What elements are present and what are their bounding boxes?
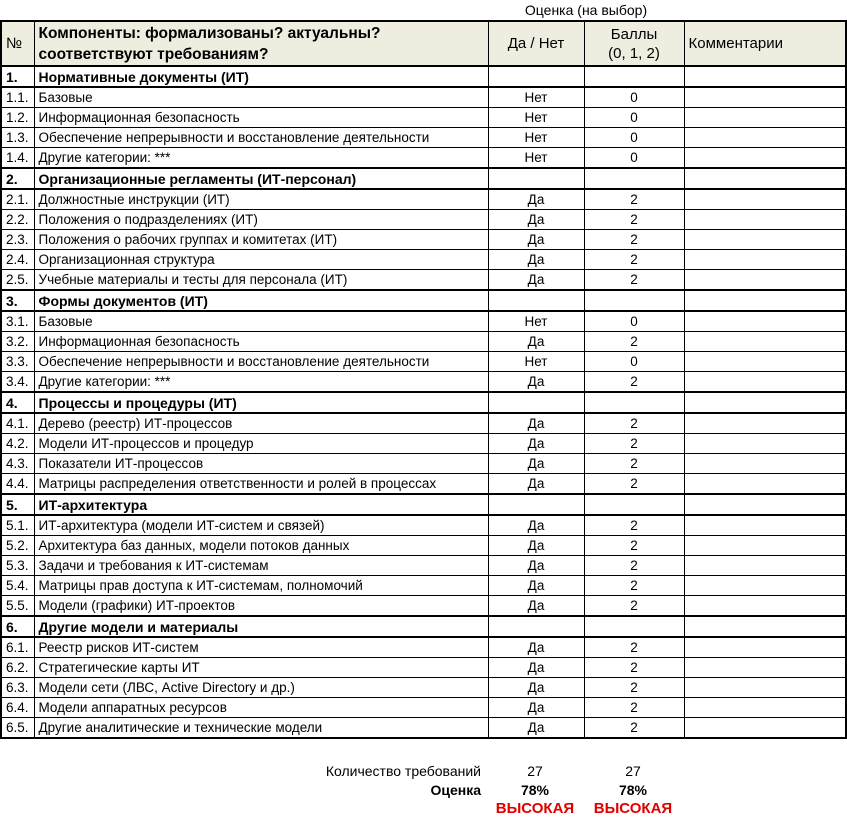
item-row: [1, 454, 846, 474]
col-header-component-text: Компоненты: формализованы? актуальны? соответствуют требованиям?: [38, 24, 381, 63]
item-number-cell: 5.5.: [1, 596, 34, 617]
item-points-cell[interactable]: 2: [584, 434, 684, 454]
item-yesno-cell[interactable]: Да: [488, 189, 584, 210]
item-number-cell: 4.2.: [1, 434, 34, 454]
item-number-cell: 6.5.: [1, 718, 34, 739]
item-label-cell: Другие категории: ***: [34, 148, 488, 169]
col-header-points-line2: (0, 1, 2): [608, 44, 660, 62]
item-row: [1, 596, 846, 617]
item-label-cell: ИТ-архитектура (модели ИТ-систем и связей): [34, 515, 488, 536]
section-number-cell: 2.: [1, 168, 34, 189]
item-comment-cell[interactable]: [684, 332, 846, 352]
item-yesno-cell[interactable]: Да: [488, 678, 584, 698]
score-row: [0, 780, 847, 799]
item-yesno-cell[interactable]: Да: [488, 434, 584, 454]
item-yesno-cell[interactable]: Да: [488, 536, 584, 556]
section-yesno-cell[interactable]: [488, 392, 584, 413]
item-yesno-cell[interactable]: Нет: [488, 87, 584, 108]
empty-cell: [34, 0, 488, 21]
item-number-cell: 6.3.: [1, 678, 34, 698]
item-label-cell: Реестр рисков ИТ-систем: [34, 637, 488, 658]
item-row: [1, 718, 846, 739]
item-comment-cell[interactable]: [684, 718, 846, 739]
item-label-cell: Обеспечение непрерывности и восстановление деятельности: [34, 352, 488, 372]
item-row: [1, 210, 846, 230]
section-points-cell[interactable]: [584, 392, 684, 413]
item-points-cell[interactable]: 2: [584, 596, 684, 617]
item-points-cell[interactable]: 2: [584, 698, 684, 718]
item-number-cell: 5.4.: [1, 576, 34, 596]
item-label-cell: Задачи и требования к ИТ-системам: [34, 556, 488, 576]
item-points-cell[interactable]: 2: [584, 332, 684, 352]
item-yesno-cell[interactable]: Да: [488, 474, 584, 495]
section-points-cell[interactable]: [584, 290, 684, 311]
section-title-cell: Организационные регламенты (ИТ-персонал): [34, 168, 488, 189]
item-label-cell: Информационная безопасность: [34, 332, 488, 352]
item-row: [1, 474, 846, 495]
score-points: 78%: [618, 781, 648, 798]
item-comment-cell[interactable]: [684, 596, 846, 617]
section-number-cell: 5.: [1, 494, 34, 515]
item-number-cell: 6.4.: [1, 698, 34, 718]
item-row: [1, 678, 846, 698]
section-comment-cell[interactable]: [684, 168, 846, 189]
item-row: [1, 189, 846, 210]
assessment-table-body: [1, 66, 846, 738]
item-number-cell: 6.2.: [1, 658, 34, 678]
item-row: [1, 332, 846, 352]
item-comment-cell[interactable]: [684, 352, 846, 372]
item-number-cell: 3.1.: [1, 311, 34, 332]
section-yesno-cell[interactable]: [488, 616, 584, 637]
item-row: [1, 230, 846, 250]
section-row: [1, 168, 846, 189]
item-label-cell: Положения о рабочих группах и комитетах (ИТ): [34, 230, 488, 250]
item-label-cell: Архитектура баз данных, модели потоков данных: [34, 536, 488, 556]
item-label-cell: Модели сети (ЛВС, Active Directory и др.): [34, 678, 488, 698]
item-row: [1, 352, 846, 372]
item-yesno-cell[interactable]: Да: [488, 230, 584, 250]
section-points-cell[interactable]: [584, 494, 684, 515]
section-number-cell: 6.: [1, 616, 34, 637]
item-number-cell: 2.5.: [1, 270, 34, 291]
item-label-cell: Модели ИТ-процессов и процедур: [34, 434, 488, 454]
item-label-cell: Базовые: [34, 87, 488, 108]
col-header-component: [34, 21, 488, 66]
item-comment-cell[interactable]: [684, 270, 846, 291]
item-row: [1, 658, 846, 678]
item-yesno-cell[interactable]: Да: [488, 576, 584, 596]
item-comment-cell[interactable]: [684, 658, 846, 678]
item-yesno-cell[interactable]: Нет: [488, 128, 584, 148]
section-row: [1, 392, 846, 413]
item-label-cell: Стратегические карты ИТ: [34, 658, 488, 678]
item-row: [1, 556, 846, 576]
section-comment-cell[interactable]: [684, 616, 846, 637]
item-points-cell[interactable]: 0: [584, 108, 684, 128]
score-group-row: [1, 0, 846, 21]
item-comment-cell[interactable]: [684, 556, 846, 576]
empty-corner-cell: [1, 0, 34, 21]
item-row: [1, 270, 846, 291]
item-yesno-cell[interactable]: Да: [488, 515, 584, 536]
item-yesno-cell[interactable]: Да: [488, 596, 584, 617]
item-label-cell: Базовые: [34, 311, 488, 332]
item-number-cell: 1.3.: [1, 128, 34, 148]
item-points-cell[interactable]: 2: [584, 189, 684, 210]
section-number-cell: 4.: [1, 392, 34, 413]
section-row: [1, 290, 846, 311]
item-comment-cell[interactable]: [684, 108, 846, 128]
item-points-cell[interactable]: 2: [584, 474, 684, 495]
item-comment-cell[interactable]: [684, 87, 846, 108]
item-number-cell: 2.2.: [1, 210, 34, 230]
item-comment-cell[interactable]: [684, 413, 846, 434]
item-yesno-cell[interactable]: Да: [488, 210, 584, 230]
score-group-header: Оценка (на выбор): [488, 0, 684, 21]
item-comment-cell[interactable]: [684, 637, 846, 658]
item-points-cell[interactable]: 2: [584, 637, 684, 658]
rating-points: ВЫСОКАЯ: [593, 800, 673, 817]
item-label-cell: Информационная безопасность: [34, 108, 488, 128]
item-points-cell[interactable]: 0: [584, 128, 684, 148]
item-yesno-cell[interactable]: Да: [488, 637, 584, 658]
item-label-cell: Матрицы распределения ответственности и ролей в процессах: [34, 474, 488, 495]
item-label-cell: Дерево (реестр) ИТ-процессов: [34, 413, 488, 434]
item-points-cell[interactable]: 2: [584, 270, 684, 291]
rating-yesno: ВЫСОКАЯ: [495, 800, 575, 817]
item-row: [1, 87, 846, 108]
section-title-cell: ИТ-архитектура: [34, 494, 488, 515]
item-row: [1, 311, 846, 332]
section-row: [1, 494, 846, 515]
section-points-cell[interactable]: [584, 616, 684, 637]
section-title-cell: Формы документов (ИТ): [34, 290, 488, 311]
item-points-cell[interactable]: 2: [584, 230, 684, 250]
item-number-cell: 2.4.: [1, 250, 34, 270]
item-number-cell: 6.1.: [1, 637, 34, 658]
item-number-cell: 1.2.: [1, 108, 34, 128]
item-comment-cell[interactable]: [684, 148, 846, 169]
item-yesno-cell[interactable]: Да: [488, 454, 584, 474]
section-yesno-cell[interactable]: [488, 66, 584, 87]
item-yesno-cell[interactable]: Да: [488, 718, 584, 739]
item-number-cell: 5.3.: [1, 556, 34, 576]
item-row: [1, 128, 846, 148]
item-points-cell[interactable]: 0: [584, 87, 684, 108]
item-row: [1, 434, 846, 454]
item-yesno-cell[interactable]: Да: [488, 556, 584, 576]
item-yesno-cell[interactable]: Нет: [488, 311, 584, 332]
item-row: [1, 148, 846, 169]
item-number-cell: 1.1.: [1, 87, 34, 108]
item-yesno-cell[interactable]: Нет: [488, 108, 584, 128]
item-number-cell: 5.1.: [1, 515, 34, 536]
item-comment-cell[interactable]: [684, 698, 846, 718]
item-comment-cell[interactable]: [684, 230, 846, 250]
item-yesno-cell[interactable]: Да: [488, 413, 584, 434]
requirements-count-yesno: 27: [527, 762, 543, 779]
item-number-cell: 4.1.: [1, 413, 34, 434]
section-title-cell: Нормативные документы (ИТ): [34, 66, 488, 87]
item-comment-cell[interactable]: [684, 250, 846, 270]
item-yesno-cell[interactable]: Нет: [488, 148, 584, 169]
item-yesno-cell[interactable]: Да: [488, 332, 584, 352]
item-points-cell[interactable]: 2: [584, 250, 684, 270]
item-row: [1, 536, 846, 556]
item-row: [1, 698, 846, 718]
table-header-row: [1, 21, 846, 66]
section-title-cell: Процессы и процедуры (ИТ): [34, 392, 488, 413]
item-row: [1, 250, 846, 270]
item-label-cell: Обеспечение непрерывности и восстановление деятельности: [34, 128, 488, 148]
item-yesno-cell[interactable]: Да: [488, 250, 584, 270]
rating-row: [0, 799, 847, 818]
section-title-cell: Другие модели и материалы: [34, 616, 488, 637]
item-points-cell[interactable]: 2: [584, 678, 684, 698]
score-label: Оценка: [430, 781, 481, 798]
item-points-cell[interactable]: 2: [584, 556, 684, 576]
item-points-cell[interactable]: 2: [584, 515, 684, 536]
item-comment-cell[interactable]: [684, 434, 846, 454]
section-yesno-cell[interactable]: [488, 494, 584, 515]
item-label-cell: Положения о подразделениях (ИТ): [34, 210, 488, 230]
item-row: [1, 576, 846, 596]
item-number-cell: 2.3.: [1, 230, 34, 250]
section-comment-cell[interactable]: [684, 290, 846, 311]
item-number-cell: 3.2.: [1, 332, 34, 352]
item-points-cell[interactable]: 0: [584, 311, 684, 332]
section-number-cell: 3.: [1, 290, 34, 311]
item-points-cell[interactable]: 2: [584, 454, 684, 474]
item-yesno-cell[interactable]: Нет: [488, 352, 584, 372]
item-label-cell: Модели (графики) ИТ-проектов: [34, 596, 488, 617]
requirements-count-label: Количество требований: [325, 762, 481, 779]
item-points-cell[interactable]: 2: [584, 576, 684, 596]
requirements-count-row: [0, 761, 847, 780]
item-row: [1, 108, 846, 128]
item-comment-cell[interactable]: [684, 454, 846, 474]
section-row: [1, 616, 846, 637]
item-comment-cell[interactable]: [684, 210, 846, 230]
item-row: [1, 637, 846, 658]
item-comment-cell[interactable]: [684, 515, 846, 536]
item-label-cell: Учебные материалы и тесты для персонала (ИТ): [34, 270, 488, 291]
col-header-yesno: Да / Нет: [488, 21, 584, 66]
col-header-number: №: [1, 21, 34, 66]
item-label-cell: Другие категории: ***: [34, 372, 488, 393]
item-points-cell[interactable]: 0: [584, 352, 684, 372]
item-label-cell: Матрицы прав доступа к ИТ-системам, полномочий: [34, 576, 488, 596]
item-label-cell: Должностные инструкции (ИТ): [34, 189, 488, 210]
item-points-cell[interactable]: 0: [584, 148, 684, 169]
item-comment-cell[interactable]: [684, 372, 846, 393]
section-points-cell[interactable]: [584, 66, 684, 87]
section-comment-cell[interactable]: [684, 392, 846, 413]
summary-footer: [0, 761, 847, 818]
item-number-cell: 4.4.: [1, 474, 34, 495]
item-points-cell[interactable]: 2: [584, 658, 684, 678]
item-row: [1, 372, 846, 393]
col-header-points: [584, 21, 684, 66]
item-label-cell: Показатели ИТ-процессов: [34, 454, 488, 474]
item-number-cell: 3.3.: [1, 352, 34, 372]
section-points-cell[interactable]: [584, 168, 684, 189]
item-comment-cell[interactable]: [684, 128, 846, 148]
item-yesno-cell[interactable]: Да: [488, 658, 584, 678]
item-number-cell: 2.1.: [1, 189, 34, 210]
col-header-comments: Комментарии: [684, 21, 846, 66]
section-comment-cell[interactable]: [684, 494, 846, 515]
item-row: [1, 413, 846, 434]
item-yesno-cell[interactable]: Да: [488, 372, 584, 393]
item-points-cell[interactable]: 2: [584, 718, 684, 739]
item-label-cell: Другие аналитические и технические модели: [34, 718, 488, 739]
item-number-cell: 4.3.: [1, 454, 34, 474]
item-yesno-cell[interactable]: Да: [488, 698, 584, 718]
item-number-cell: 3.4.: [1, 372, 34, 393]
item-comment-cell[interactable]: [684, 678, 846, 698]
item-label-cell: Организационная структура: [34, 250, 488, 270]
item-points-cell[interactable]: 2: [584, 413, 684, 434]
item-row: [1, 515, 846, 536]
section-yesno-cell[interactable]: [488, 168, 584, 189]
section-number-cell: 1.: [1, 66, 34, 87]
item-label-cell: Модели аппаратных ресурсов: [34, 698, 488, 718]
item-comment-cell[interactable]: [684, 536, 846, 556]
section-row: [1, 66, 846, 87]
item-yesno-cell[interactable]: Да: [488, 270, 584, 291]
score-yesno: 78%: [520, 781, 550, 798]
item-points-cell[interactable]: 2: [584, 536, 684, 556]
col-header-points-line1: Баллы: [610, 25, 658, 43]
item-comment-cell[interactable]: [684, 311, 846, 332]
requirements-count-points: 27: [625, 762, 641, 779]
item-points-cell[interactable]: 2: [584, 210, 684, 230]
item-comment-cell[interactable]: [684, 576, 846, 596]
empty-cell-right: [684, 0, 846, 21]
item-comment-cell[interactable]: [684, 474, 846, 495]
item-points-cell[interactable]: 2: [584, 372, 684, 393]
item-number-cell: 5.2.: [1, 536, 34, 556]
section-comment-cell[interactable]: [684, 66, 846, 87]
section-yesno-cell[interactable]: [488, 290, 584, 311]
item-number-cell: 1.4.: [1, 148, 34, 169]
item-comment-cell[interactable]: [684, 189, 846, 210]
